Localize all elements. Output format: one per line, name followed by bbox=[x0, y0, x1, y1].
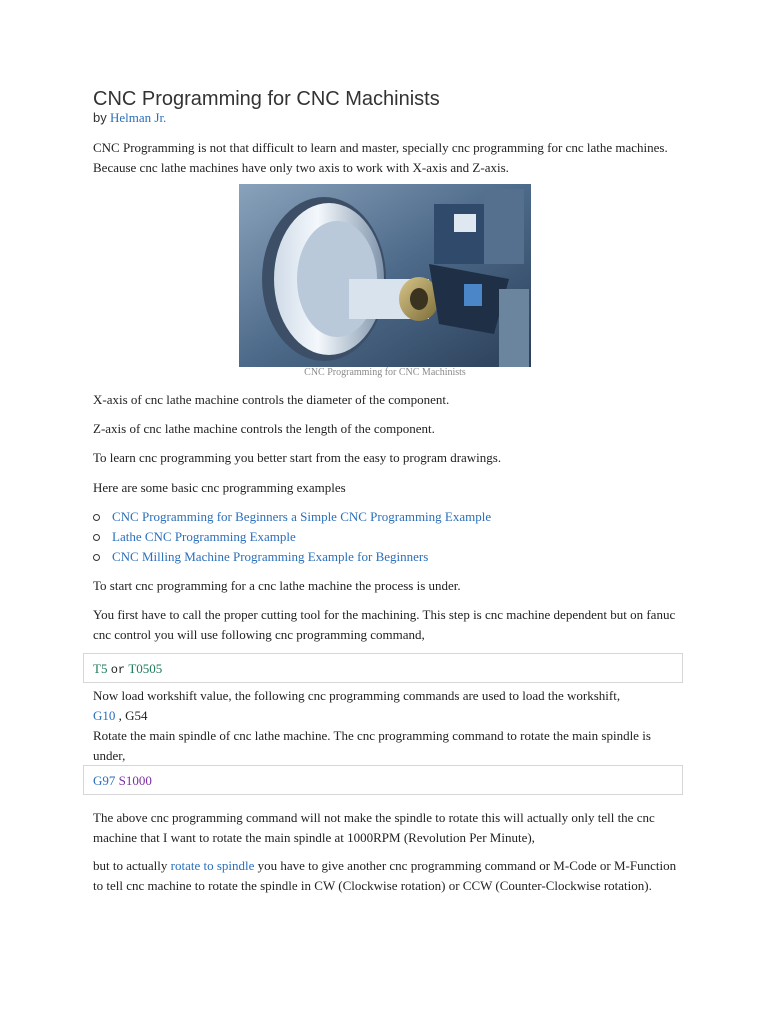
rotate-spindle-link[interactable]: rotate to spindle bbox=[170, 858, 255, 873]
example-link-lathe[interactable]: Lathe CNC Programming Example bbox=[112, 529, 296, 544]
z-axis-paragraph: Z-axis of cnc lathe machine controls the length of the component. bbox=[93, 421, 435, 436]
byline-label: by bbox=[93, 110, 107, 125]
code-block-tool bbox=[83, 653, 683, 683]
examples-intro-paragraph: Here are some basic cnc programming examples bbox=[93, 480, 346, 495]
code-block-spindle bbox=[83, 765, 683, 795]
example-link-beginners[interactable]: CNC Programming for Beginners a Simple CNC Programming Example bbox=[112, 509, 492, 524]
example-link-milling[interactable]: CNC Milling Machine Programming Example for Beginners bbox=[112, 549, 429, 564]
workshift-rest: , G54 bbox=[118, 708, 148, 723]
list-item bbox=[93, 547, 693, 567]
code-token: S1000 bbox=[118, 773, 152, 788]
examples-list bbox=[93, 507, 693, 567]
g10-link[interactable]: G10 bbox=[93, 708, 116, 723]
author-link[interactable]: Helman Jr. bbox=[109, 110, 167, 125]
cnc-lathe-illustration bbox=[239, 184, 531, 367]
bullet-icon bbox=[93, 514, 100, 521]
list-item bbox=[93, 527, 693, 547]
code-token: T5 bbox=[93, 661, 108, 676]
tool-paragraph: You first have to call the proper cutting tool for the machining. This step is cnc machine dependent but on fanuc cnc control you will use following cnc programming command, bbox=[93, 607, 676, 642]
bullet-icon bbox=[93, 554, 100, 561]
above-paragraph: The above cnc programming command will not make the spindle to rotate this will actually only tell the cnc machine that I want to rotate the main spindle at 1000RPM (Revolution Per Minute), bbox=[93, 810, 655, 845]
workshift-paragraph: Now load workshift value, the following cnc programming commands are used to load the workshift, bbox=[93, 688, 621, 703]
byline bbox=[93, 108, 166, 128]
actually-paragraph bbox=[93, 856, 685, 896]
code-token: G97 bbox=[93, 773, 116, 788]
list-item bbox=[93, 507, 693, 527]
actually-text-post: you have to give another cnc programming command or M-Code or M-Function to tell cnc machine to rotate the spindle in CW (Clockwise rotation) or CCW (Counter-Clockwise rotation). bbox=[93, 858, 677, 893]
workshift-codes bbox=[93, 706, 685, 726]
x-axis-paragraph: X-axis of cnc lathe machine controls the diameter of the component. bbox=[93, 392, 450, 407]
cnc-lathe-photo bbox=[239, 184, 531, 367]
actually-text-pre: but to actually bbox=[93, 858, 168, 873]
code-token: T0505 bbox=[128, 661, 163, 676]
start-paragraph: To start cnc programming for a cnc lathe machine the process is under. bbox=[93, 578, 461, 593]
learn-paragraph: To learn cnc programming you better start from the easy to program drawings. bbox=[93, 450, 502, 465]
bullet-icon bbox=[93, 534, 100, 541]
rotate-paragraph: Rotate the main spindle of cnc lathe machine. The cnc programming command to rotate the main spindle is under, bbox=[93, 728, 651, 763]
page-title: CNC Programming for CNC Machinists bbox=[93, 88, 440, 110]
intro-paragraph: CNC Programming is not that difficult to learn and master, specially cnc programming for cnc lathe machines. Because cnc lathe machines have only two axis to work with X-axis and Z-axis. bbox=[93, 140, 668, 175]
figure-caption: CNC Programming for CNC Machinists bbox=[304, 367, 466, 378]
code-keyword: or bbox=[110, 663, 126, 677]
